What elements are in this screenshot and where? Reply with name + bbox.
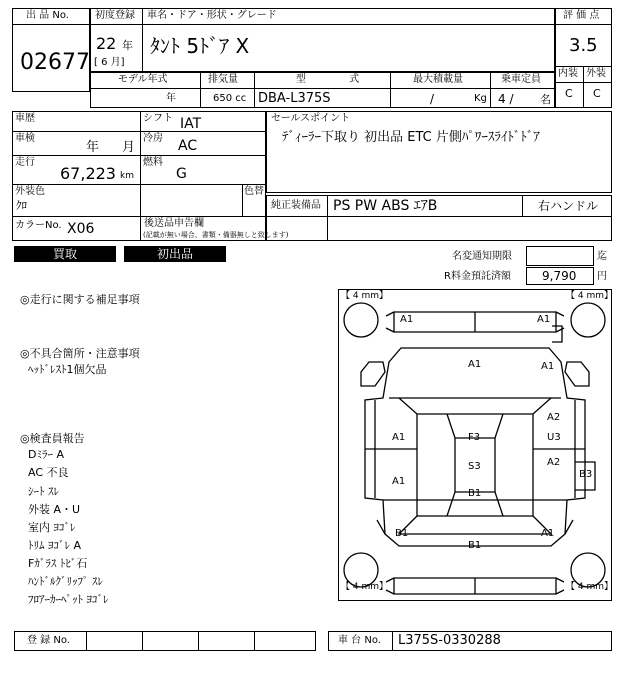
ac-value: AC	[178, 138, 198, 154]
inspector-item: ﾄﾘﾑ ﾖｺﾞﾚ A	[28, 539, 82, 552]
tire-depth-front-right: 【 4 mm】	[566, 291, 613, 301]
chassis-no-value: L375S-0330288	[398, 633, 501, 648]
model-year-label: モデル年式	[118, 74, 168, 85]
car-name-label: 車名・ドア・形状・グレード	[147, 10, 277, 21]
interior-grade: C	[565, 87, 573, 100]
sales-point-label: セールスポイント	[271, 113, 351, 124]
car-diagram	[338, 289, 612, 601]
chassis-no-label: 車 台 No.	[338, 635, 381, 646]
damage-mark: A2	[547, 457, 561, 468]
recycle-label: R料金預託済額	[444, 271, 511, 282]
tire-depth-rear-left: 【 4 mm】	[341, 582, 388, 592]
ext-color-value: ｸﾛ	[16, 199, 27, 212]
fuel-value: G	[176, 166, 187, 182]
ext-color-label: 外装色	[15, 186, 45, 197]
driving-notes-title: ◎走行に関する補足事項	[20, 293, 140, 306]
damage-mark: A1	[541, 528, 555, 539]
capacity-label: 乗車定員	[501, 74, 541, 85]
damage-mark: B1	[468, 488, 482, 499]
tire-depth-rear-right: 【 4 mm】	[566, 582, 613, 592]
defects-item: ﾍｯﾄﾞﾚｽﾄ1個欠品	[28, 363, 107, 376]
inspector-item: ｼｰﾄ ｽﾚ	[28, 485, 59, 498]
recycle-unit: 円	[597, 271, 607, 282]
max-load-value: /	[430, 92, 435, 106]
car-name: ﾀﾝﾄ 5ﾄﾞｱ X	[150, 34, 250, 58]
name-change-label: 名変通知期限	[452, 251, 512, 262]
tire-depth-front-left: 【 4 mm】	[341, 291, 388, 301]
inspection-month-unit: 月	[122, 140, 136, 155]
score-label: 評 価 点	[563, 10, 600, 21]
damage-mark: U3	[547, 432, 561, 443]
exterior-label: 外装	[586, 68, 606, 79]
fuel-label: 燃料	[143, 157, 163, 168]
history-label: 車歴	[15, 113, 35, 124]
score-value: 3.5	[569, 35, 598, 56]
purchase-badge: 買取	[14, 246, 116, 262]
max-load-label: 最大積載量	[413, 74, 463, 85]
damage-mark: A2	[547, 412, 561, 423]
inspection-year-unit: 年	[86, 140, 100, 155]
color-no-value: X06	[67, 221, 95, 237]
inspector-title: ◎検査員報告	[20, 432, 85, 445]
lot-number-label: 出 品 No.	[26, 10, 69, 21]
damage-mark: A1	[392, 432, 406, 443]
displacement-value: 650 cc	[213, 93, 247, 104]
damage-mark: B3	[579, 469, 593, 480]
defects-title: ◎不具合箇所・注意事項	[20, 347, 140, 360]
capacity-unit: 名	[540, 93, 551, 106]
first-reg-month: [ 6 月]	[94, 57, 125, 68]
damage-mark: F3	[468, 432, 481, 443]
inspection-label: 車検	[15, 133, 35, 144]
mileage-value: 67,223	[60, 164, 116, 183]
damage-mark: A1	[541, 361, 555, 372]
lot-number: 02677	[20, 50, 90, 75]
displacement-label: 排気量	[208, 74, 238, 85]
inspector-item: 室内 ﾖｺﾞﾚ	[28, 521, 76, 534]
handle-side: 右ハンドル	[538, 199, 599, 213]
damage-mark: B1	[395, 528, 409, 539]
interior-label: 内装	[558, 68, 578, 79]
inspector-item: Dﾐﾗｰ A	[28, 448, 64, 461]
damage-mark: A1	[468, 359, 482, 370]
shift-label: シフト	[143, 113, 173, 124]
first-reg-year: 22	[96, 34, 117, 53]
inspector-item: ﾊﾝﾄﾞﾙｸﾞﾘｯﾌﾟ ｽﾚ	[28, 575, 103, 588]
damage-mark: A1	[537, 314, 551, 325]
first-listing-badge: 初出品	[124, 246, 226, 262]
damage-mark: A1	[392, 476, 406, 487]
registration-no-label: 登 録 No.	[27, 635, 70, 646]
model-year-unit: 年	[166, 93, 176, 104]
repaint-label: 色替	[244, 186, 264, 197]
capacity-value: 4 /	[498, 92, 514, 106]
damage-mark: S3	[468, 461, 481, 472]
damage-mark: B1	[468, 540, 482, 551]
equipment-label: 純正装備品	[271, 200, 321, 211]
type-value: DBA-L375S	[258, 91, 331, 106]
name-change-unit: 迄	[597, 251, 607, 262]
equipment-value: PS PW ABS ｴｱB	[333, 198, 438, 214]
max-load-unit: Kg	[474, 93, 487, 104]
first-registration-label: 初度登録	[95, 10, 135, 21]
mileage-label: 走行	[15, 157, 35, 168]
recycle-amount: 9,790	[542, 269, 577, 283]
docs-label: 後送品申告欄	[144, 218, 204, 229]
type-label: 型 式	[296, 74, 360, 85]
damage-mark: A1	[400, 314, 414, 325]
shift-value: IAT	[180, 116, 202, 132]
first-reg-year-unit: 年	[122, 39, 133, 52]
car-body-outline	[339, 290, 611, 600]
inspector-item: Fｶﾞﾗｽ ﾄﾋﾞ石	[28, 557, 88, 570]
inspector-item: AC 不良	[28, 466, 69, 479]
inspector-item: ﾌﾛｱｰｶｰﾍﾟｯﾄ ﾖｺﾞﾚ	[28, 593, 109, 606]
color-no-label: カラーNo.	[15, 220, 62, 231]
inspector-item: 外装 A・U	[28, 503, 81, 516]
ac-label: 冷房	[143, 133, 163, 144]
name-change-box	[526, 246, 594, 266]
sales-point-text: ﾃﾞｨｰﾗｰ下取り 初出品 ETC 片側ﾊﾟﾜｰｽﾗｲﾄﾞﾄﾞｱ	[282, 130, 540, 145]
mileage-unit: km	[120, 171, 134, 181]
docs-note: (記載が無い場合、書類・備器無しと致します)	[143, 231, 289, 239]
exterior-grade: C	[593, 87, 601, 100]
